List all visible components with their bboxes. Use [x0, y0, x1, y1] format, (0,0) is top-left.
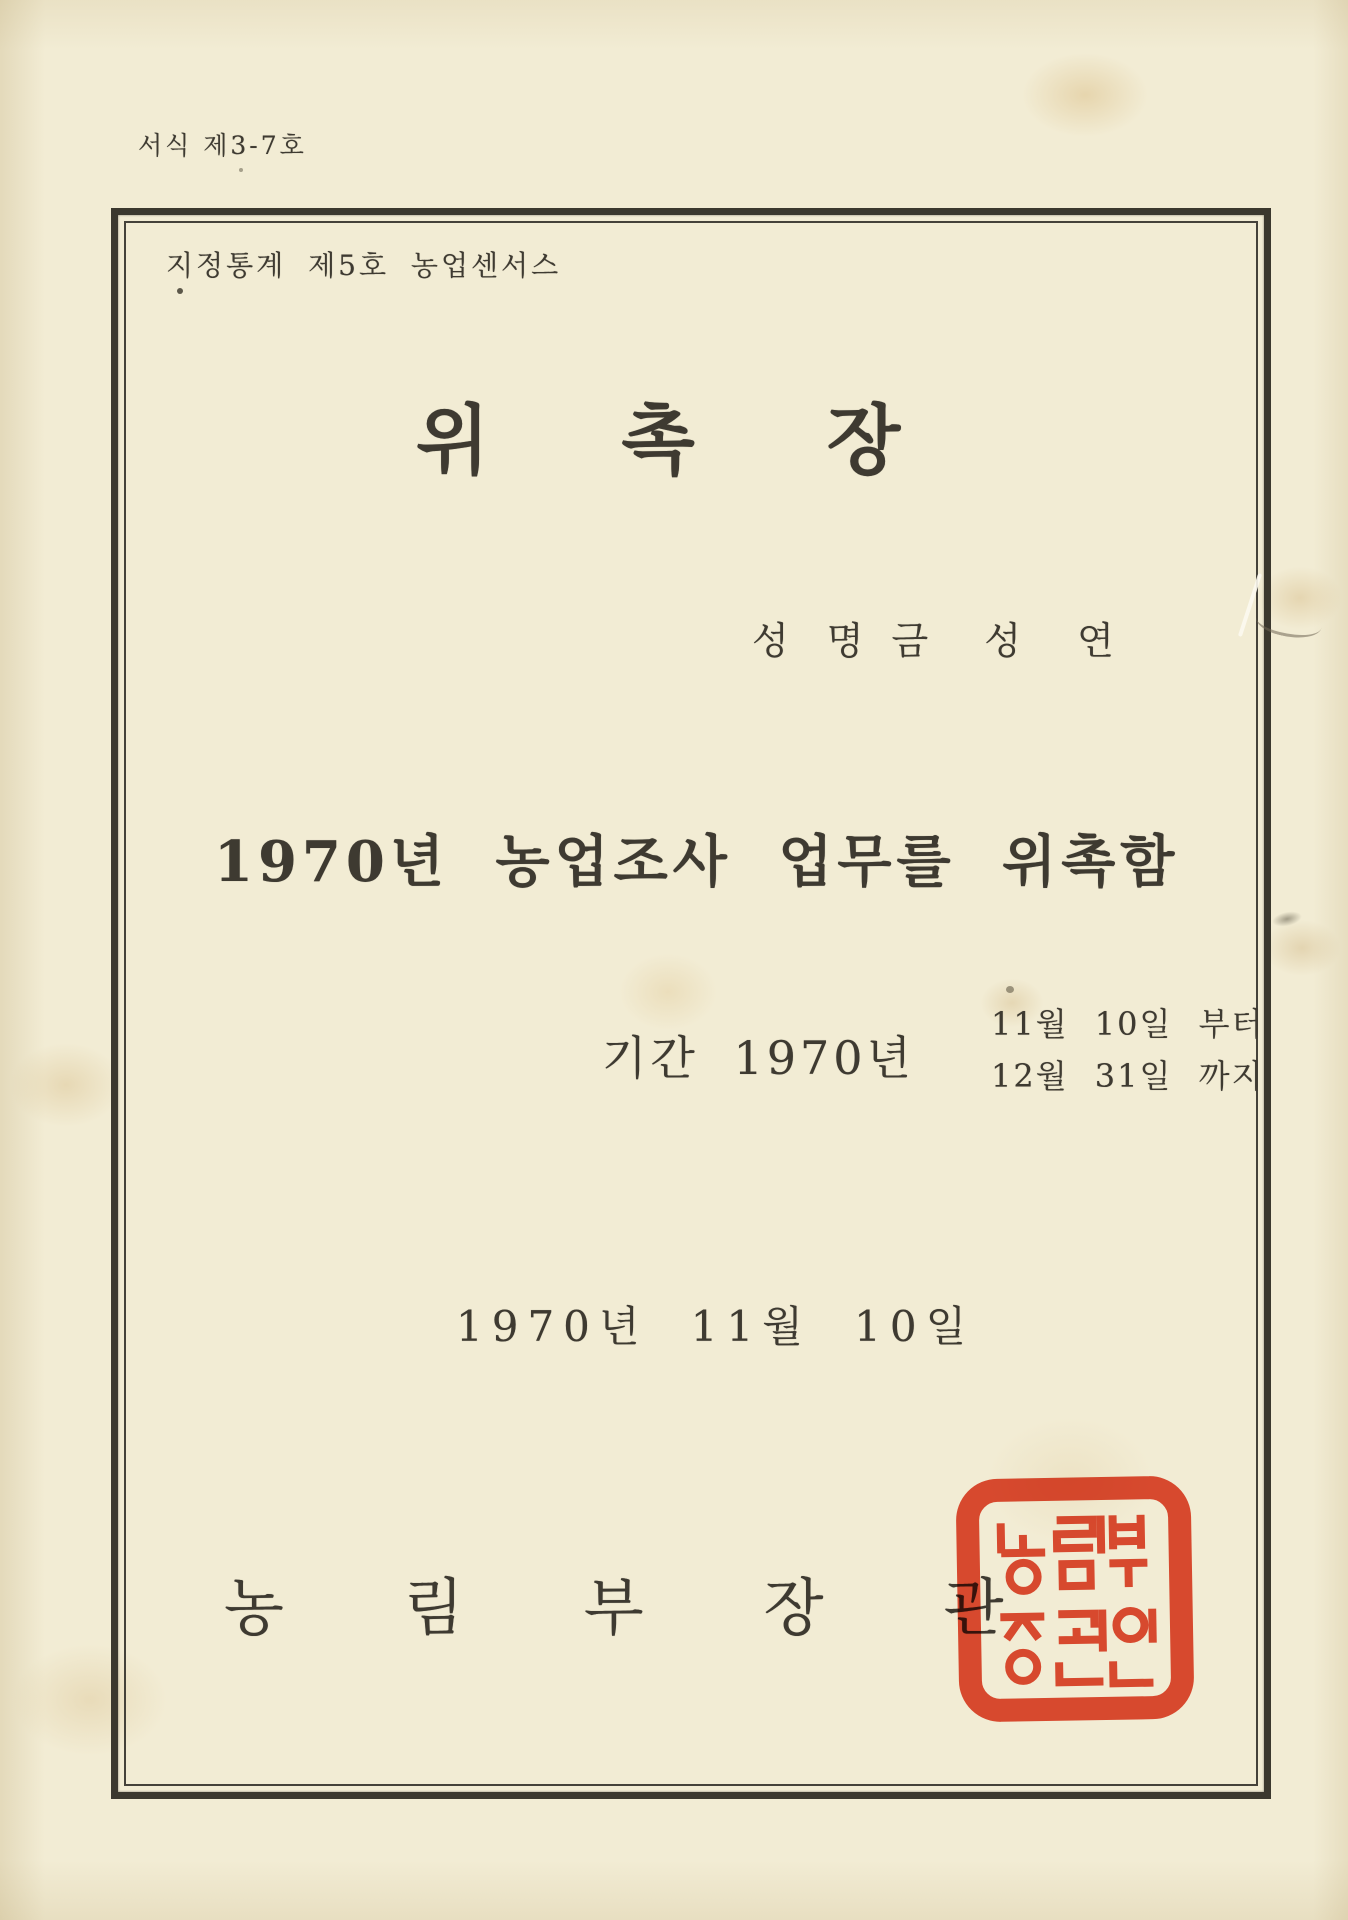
certificate-title: 위촉장 [416, 396, 1033, 485]
issuer-title: 농림부장관 [224, 1571, 1124, 1644]
period-from-line: 11월 10일 부터 [991, 1005, 1265, 1043]
paper-speck [239, 168, 243, 172]
seal-glyph-gwan [1058, 1610, 1103, 1683]
period-range [991, 998, 1264, 1102]
recipient-name-row [752, 610, 1118, 665]
seal-graphic [954, 1474, 1196, 1724]
seal-glyph-in [1112, 1609, 1153, 1684]
appointment-period [602, 998, 1264, 1102]
issue-date: 1970년 11월 10일 [456, 1302, 976, 1351]
ink-smudge [1271, 909, 1303, 929]
seal-glyph-nong [1001, 1523, 1046, 1592]
recipient-name-value: 금 성 연 [891, 619, 1118, 663]
seal-glyph-jang [1000, 1617, 1045, 1682]
paper-speck [1006, 986, 1014, 993]
period-to-line: 12월 31일 까지 [991, 1057, 1265, 1095]
ministry-seal-stamp [954, 1474, 1196, 1724]
form-number-label: 서식 제3-7호 [138, 131, 307, 160]
census-type-label: 지정통계 제5호 농업센서스 [166, 249, 562, 282]
recipient-name-label: 성 명 [752, 619, 870, 663]
period-label: 기간 1970년 [602, 1031, 915, 1085]
paper-speck [177, 288, 183, 294]
seal-glyph-rim [1057, 1516, 1102, 1587]
seal-glyph-bu [1109, 1515, 1148, 1588]
appointment-statement: 1970년 농업조사 업무를 위촉함 [214, 829, 1180, 895]
